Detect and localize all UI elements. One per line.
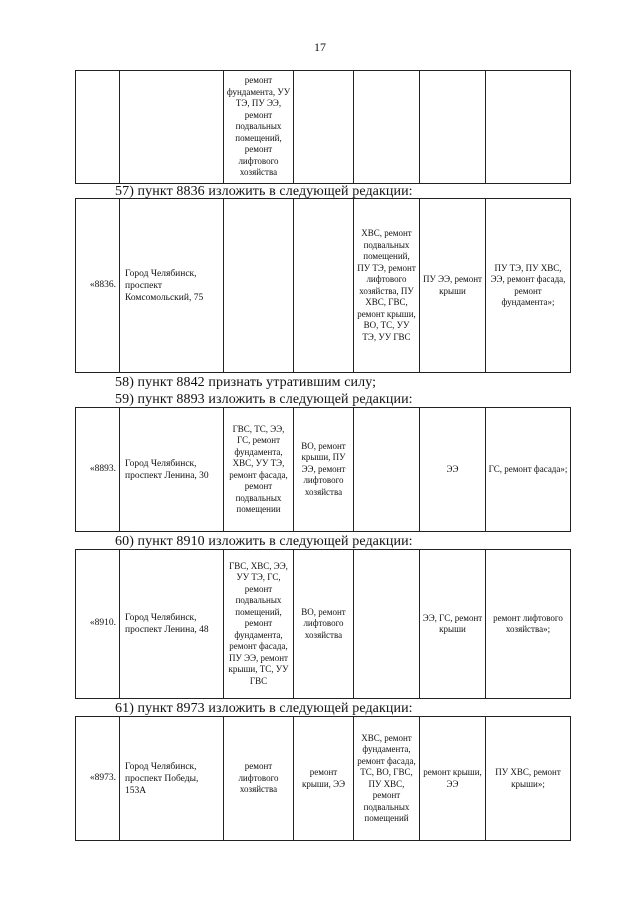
table-8910 <box>75 549 571 699</box>
cell-number: «8910. <box>76 550 120 699</box>
table-fragment <box>75 70 571 184</box>
section-heading-60: 60) пункт 8910 изложить в следующей редакции: <box>115 534 413 549</box>
cell-address: Город Челябинск, проспект Комсомольский, 75 <box>120 199 224 373</box>
cell-col6: ЭЭ <box>420 408 486 532</box>
cell-col4: ремонт крыши, ЭЭ <box>294 717 354 841</box>
cell-col4: ВО, ремонт крыши, ПУ ЭЭ, ремонт лифтового хозяйства <box>294 408 354 532</box>
cell-col3: ремонт фундамента, УУ ТЭ, ПУ ЭЭ, ремонт подвальных помещений, ремонт лифтового хозяйства <box>224 71 294 184</box>
cell-address: Город Челябинск, проспект Победы, 153А <box>120 717 224 841</box>
cell-col3: ГВС, ТС, ЭЭ, ГС, ремонт фундамента, ХВС, УУ ТЭ, ремонт фасада, ремонт подвальных помещении <box>224 408 294 532</box>
cell-col7: ремонт лифтового хозяйства»; <box>486 550 571 699</box>
cell-col7: ГС, ремонт фасада»; <box>486 408 571 532</box>
cell-col7: ПУ ТЭ, ПУ ХВС, ЭЭ, ремонт фасада, ремонт фундамента»; <box>486 199 571 373</box>
cell-col6: ремонт крыши, ЭЭ <box>420 717 486 841</box>
cell-number <box>76 71 120 184</box>
table-row <box>76 199 571 373</box>
table-8836 <box>75 198 571 373</box>
cell-number: «8893. <box>76 408 120 532</box>
table-8973 <box>75 716 571 841</box>
cell-col6: ПУ ЭЭ, ремонт крыши <box>420 199 486 373</box>
table-row <box>76 550 571 699</box>
table-row <box>76 717 571 841</box>
table-row <box>76 408 571 532</box>
section-heading-58: 58) пункт 8842 признать утратившим силу; <box>115 375 377 390</box>
page-number: 17 <box>314 40 326 54</box>
cell-col5 <box>354 408 420 532</box>
cell-col5 <box>354 71 420 184</box>
cell-col4 <box>294 199 354 373</box>
cell-number: «8973. <box>76 717 120 841</box>
cell-col4 <box>294 71 354 184</box>
section-heading-57: 57) пункт 8836 изложить в следующей редакции: <box>115 184 413 199</box>
cell-col3: ГВС, ХВС, ЭЭ, УУ ТЭ, ГС, ремонт подвальных помещений, ремонт фундамента, ремонт фасада, ПУ ЭЭ, ремонт крыши, ТС, УУ ГВС <box>224 550 294 699</box>
table-row <box>76 71 571 184</box>
cell-col3: ремонт лифтового хозяйства <box>224 717 294 841</box>
cell-address: Город Челябинск, проспект Ленина, 30 <box>120 408 224 532</box>
cell-number: «8836. <box>76 199 120 373</box>
section-heading-61: 61) пункт 8973 изложить в следующей редакции: <box>115 701 413 716</box>
cell-address <box>120 71 224 184</box>
cell-col6: ЭЭ, ГС, ремонт крыши <box>420 550 486 699</box>
cell-col3 <box>224 199 294 373</box>
cell-col4: ВО, ремонт лифтового хозяйства <box>294 550 354 699</box>
cell-col5 <box>354 550 420 699</box>
cell-col7: ПУ ХВС, ремонт крыши»; <box>486 717 571 841</box>
cell-address: Город Челябинск, проспект Ленина, 48 <box>120 550 224 699</box>
section-heading-59: 59) пункт 8893 изложить в следующей редакции: <box>115 392 413 407</box>
cell-col5: ХВС, ремонт подвальных помещений, ПУ ТЭ, ремонт лифтового хозяйства, ПУ ХВС, ГВС, ремонт крыши, ВО, ТС, УУ ТЭ, УУ ГВС <box>354 199 420 373</box>
cell-col6 <box>420 71 486 184</box>
cell-col7 <box>486 71 571 184</box>
cell-col5: ХВС, ремонт фундамента, ремонт фасада, ТС, ВО, ГВС, ПУ ХВС, ремонт подвальных помещений <box>354 717 420 841</box>
table-8893 <box>75 407 571 532</box>
